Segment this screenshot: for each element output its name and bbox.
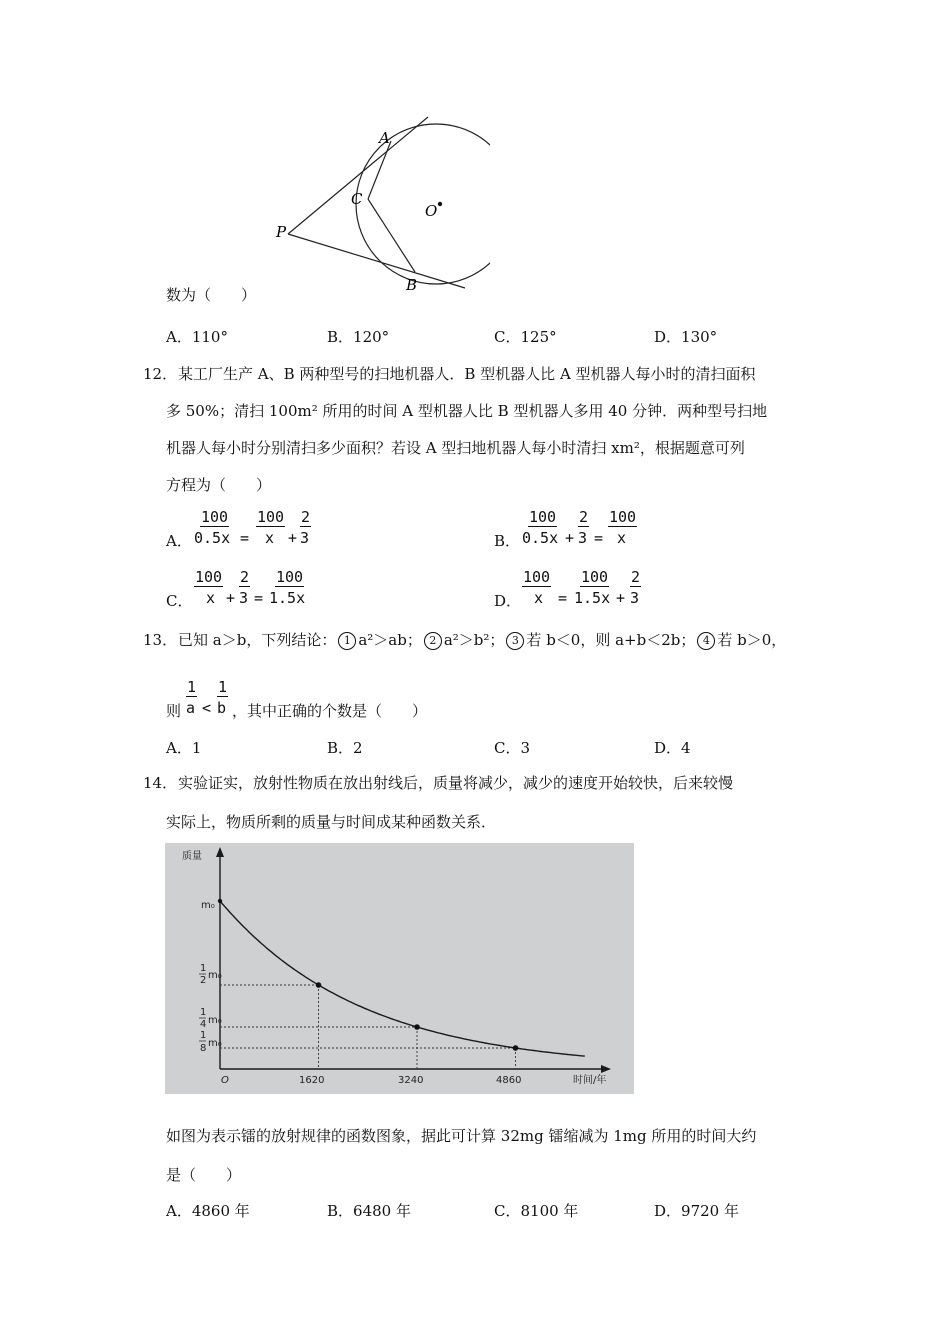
numerator: 1 [200,963,207,974]
circled-number-2: 2 [424,632,442,650]
denominator: 8 [200,1043,207,1054]
q14-option-c[interactable] [494,1201,578,1221]
q11-option-b-text: 120° [353,328,390,346]
numerator: 100 [529,508,557,526]
q14-option-b-letter: B． [327,1202,354,1220]
circled-number-4: 4 [697,632,715,650]
q14-option-c-letter: C． [494,1202,521,1220]
operator: + [288,529,298,547]
less-than-operator: < [202,699,212,717]
q11-option-a-text: 110° [191,328,228,346]
q12-option-b-letter: B． [494,532,521,550]
q11-option-c[interactable] [494,327,557,347]
q11-option-c-letter: C． [494,328,521,346]
q12-option-c-letter: C． [166,592,193,610]
q14-line1: 实验证实，放射性物质在放出射线后，质量将减少，减少的速度开始较快，后来较慢 [178,774,734,792]
denominator: 4 [200,1019,207,1030]
denominator: 1.5x [269,589,306,607]
operator: = [254,589,264,607]
center-point [438,202,442,206]
x-tick-label: 3240 [398,1075,424,1086]
label-b: B [406,276,418,294]
denominator: 0.5x [194,529,231,547]
q13-conclusion-4: 若 b＞0， [717,631,787,649]
q11-option-b[interactable] [327,327,389,347]
q13-line2-post: ，其中正确的个数是（ ） [232,702,428,720]
operator: = [240,529,250,547]
decay-graph [165,843,634,1094]
denominator: a [186,699,196,717]
label-a: A [379,129,390,147]
q13-lead: 已知 a＞b，下列结论： [178,631,337,649]
fraction [186,678,200,720]
q12-option-d[interactable] [494,566,664,614]
operator: = [558,589,568,607]
m0-label: m₀ [201,900,215,911]
y-axis-label: 质量 [182,851,202,862]
q13-option-d[interactable] [654,738,691,758]
numerator: 100 [201,508,229,526]
numerator: 1 [187,678,197,696]
denominator: x [534,589,544,607]
denominator: 3 [239,589,249,607]
label-p: P [276,223,287,241]
q12-number: 12． [143,365,178,383]
numerator: 100 [195,568,223,586]
x-tick-label: 1620 [299,1075,325,1086]
q13-option-a-letter: A． [166,739,192,757]
q14-option-b[interactable] [327,1201,411,1221]
q14-option-d[interactable] [654,1201,739,1221]
denominator: x [206,589,216,607]
operator: = [594,529,604,547]
q12-option-b[interactable] [494,506,664,554]
q13-option-b-text: 2 [353,739,363,757]
m0-label: m₀ [208,1038,222,1049]
numerator: 1 [218,678,228,696]
q11-option-b-letter: B． [327,328,354,346]
numerator: 100 [276,568,304,586]
fraction [194,568,228,610]
q11-option-d[interactable] [654,327,717,347]
q14-option-b-text: 6480 年 [353,1202,411,1220]
numerator: 2 [579,508,589,526]
fraction [630,568,644,610]
data-point [218,899,222,903]
data-point [414,1024,420,1030]
q12-option-c[interactable] [166,566,336,614]
q11-option-d-letter: D． [654,328,682,346]
q13-option-d-text: 4 [681,739,691,757]
q14-option-d-text: 9720 年 [681,1202,739,1220]
denominator: 3 [578,529,588,547]
denominator: x [617,529,627,547]
numerator: 100 [257,508,285,526]
fraction [194,508,236,550]
q12-line1: 某工厂生产 A、B 两种型号的扫地机器人．B 型机器人比 A 型机器人每小时的清扫面积 [178,365,756,383]
q11-option-a[interactable] [166,327,228,347]
fraction [217,678,231,720]
q13-line1 [178,630,786,650]
q13-option-d-letter: D． [654,739,682,757]
fraction [269,568,311,610]
x-axis-label: 时间/年 [573,1075,607,1086]
fraction [578,508,592,550]
circled-number-3: 3 [506,632,524,650]
q13-option-b-letter: B． [327,739,354,757]
numerator: 2 [301,508,311,526]
q13-option-c-text: 3 [520,739,531,757]
q13-conclusion-1: a²＞ab； [358,631,422,649]
operator: + [226,589,236,607]
fraction [608,508,642,550]
circled-number-1: 1 [338,632,356,650]
q12-line2: 多 50%；清扫 100m² 所用的时间 A 型机器人比 B 型机器人多用 40 分钟．两种型号扫地 [166,402,768,420]
q14-option-a-text: 4860 年 [191,1202,250,1220]
q14-option-c-text: 8100 年 [520,1202,579,1220]
q12-option-d-letter: D． [494,592,522,610]
m0-label: m₀ [208,970,222,981]
numerator: 1 [200,1030,207,1041]
q11-tail: 数为（ ） [166,286,257,304]
numerator: 100 [523,568,551,586]
q12-option-a-letter: A． [166,532,192,550]
x-tick-label: 4860 [496,1075,522,1086]
q11-figure [260,100,490,300]
tangent-pa [288,117,428,234]
q14-option-a-letter: A． [166,1202,192,1220]
q13-option-a-text: 1 [191,739,202,757]
q11-option-d-text: 130° [681,328,718,346]
q14-line4: 是（ ） [166,1166,242,1184]
q14-number: 14． [143,774,178,792]
q13-conclusion-2: a²＞b²； [443,631,505,649]
q13-option-c[interactable] [494,738,530,758]
numerator: 2 [631,568,641,586]
operator: + [565,529,575,547]
fraction [239,568,253,610]
q11-option-a-letter: A． [166,328,192,346]
operator: + [616,589,626,607]
denominator: 0.5x [522,529,559,547]
data-point [316,982,322,988]
q12-option-a[interactable] [166,506,336,554]
numerator: 100 [609,508,637,526]
denominator: x [265,529,275,547]
fraction [522,508,564,550]
tangent-pb [288,234,465,288]
circle-o [356,124,490,284]
q13-conclusion-3: 若 b＜0，则 a+b＜2b； [526,631,696,649]
chord-ac [368,141,391,199]
q13-number: 13． [143,631,178,649]
q14-line3: 如图为表示镭的放射规律的函数图象，据此可计算 32mg 镭缩减为 1mg 所用的时间大约 [166,1127,757,1145]
denominator: 1.5x [574,589,611,607]
q12-line3: 机器人每小时分别清扫多少面积？若设 A 型扫地机器人每小时清扫 xm²，根据题意可列 [166,439,745,457]
q14-option-a[interactable] [166,1201,250,1221]
numerator: 2 [240,568,250,586]
numerator: 100 [581,568,609,586]
denominator: 2 [200,975,207,986]
q14-line2: 实际上，物质所剩的质量与时间成某种函数关系． [166,813,497,831]
denominator: 3 [300,529,310,547]
q13-line2-pre: 则 [166,702,182,720]
label-c: C [351,190,363,208]
denominator: 3 [630,589,640,607]
fraction [256,508,290,550]
q13-line2 [166,676,466,722]
fraction [522,568,556,610]
q14-option-d-letter: D． [654,1202,682,1220]
q13-option-b[interactable] [327,738,363,758]
q13-option-c-letter: C． [494,739,521,757]
m0-label: m₀ [208,1015,222,1026]
q12-line4: 方程为（ ） [166,476,272,494]
fraction [300,508,314,550]
numerator: 1 [200,1007,207,1018]
q13-option-a[interactable] [166,738,201,758]
fraction [574,568,616,610]
q11-option-c-text: 125° [520,328,557,346]
origin-label: O [221,1075,229,1086]
denominator: b [217,699,227,717]
label-o: O [425,202,438,220]
data-point [513,1045,519,1051]
